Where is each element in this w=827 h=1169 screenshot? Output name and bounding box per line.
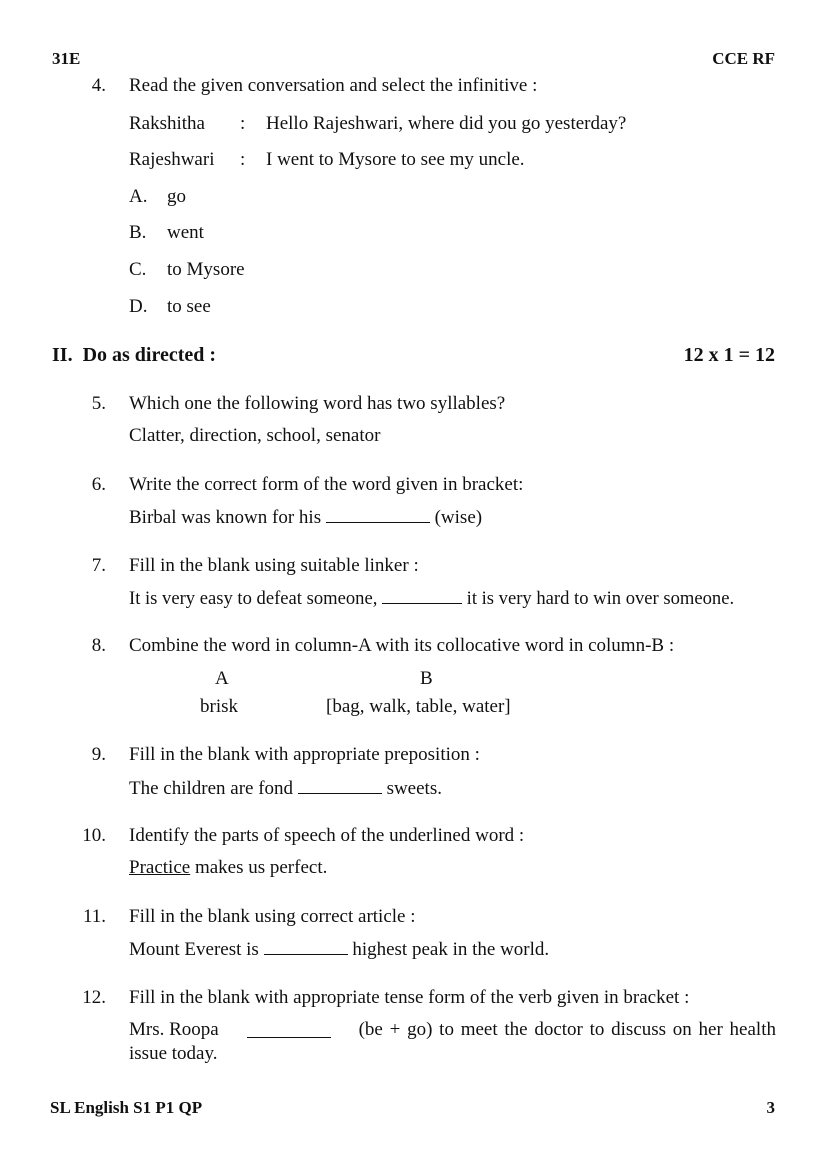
- question-prompt: Read the given conversation and select the infinitive :: [129, 75, 538, 96]
- question-number: 9.: [91, 744, 106, 765]
- header-series: CCE RF: [712, 49, 775, 68]
- section-marks: 12 x 1 = 12: [683, 344, 775, 366]
- question-line: [129, 937, 549, 961]
- section-title: II. Do as directed :: [52, 344, 217, 366]
- question-number: 11.: [82, 906, 106, 927]
- text-before: Mrs. Roopa: [129, 1019, 219, 1040]
- question-prompt: Fill in the blank using correct article :: [129, 906, 416, 927]
- text-after: (be + go) to meet the doctor to discuss on her health: [358, 1019, 776, 1040]
- question-line: [129, 505, 482, 529]
- option-text: went: [167, 222, 204, 243]
- text-before: Mount Everest is: [129, 939, 264, 960]
- dialogue-line: I went to Mysore to see my uncle.: [266, 149, 525, 170]
- question-line: [129, 776, 442, 800]
- option-letter: C.: [129, 259, 147, 280]
- text-before: It is very easy to defeat someone,: [129, 588, 382, 609]
- answer-blank: [326, 505, 430, 523]
- answer-blank: [247, 1018, 331, 1038]
- speaker-colon: :: [240, 149, 246, 170]
- question-prompt: Fill in the blank with appropriate tense form of the verb given in bracket :: [129, 987, 690, 1008]
- column-a-word: brisk: [200, 696, 238, 717]
- text-after: makes us perfect.: [190, 857, 328, 878]
- header-code: 31E: [52, 49, 81, 68]
- question-number: 4.: [91, 75, 106, 96]
- dialogue-line: Hello Rajeshwari, where did you go yesterday?: [266, 113, 627, 134]
- speaker-name: Rakshitha: [129, 113, 205, 134]
- option-text: to see: [167, 296, 211, 317]
- question-line-continued: issue today.: [129, 1043, 218, 1064]
- question-number: 7.: [91, 555, 106, 576]
- option-letter: B.: [129, 222, 147, 243]
- question-number: 8.: [91, 635, 106, 656]
- question-line: [129, 1018, 776, 1042]
- text-after: sweets.: [381, 778, 442, 799]
- option-letter: A.: [129, 186, 148, 207]
- question-number: 6.: [91, 474, 106, 495]
- question-prompt: Combine the word in column-A with its collocative word in column-B :: [129, 635, 675, 656]
- question-prompt: Identify the parts of speech of the underlined word :: [129, 825, 525, 846]
- column-b-words: [bag, walk, table, water]: [326, 696, 511, 717]
- answer-blank: [298, 776, 382, 794]
- underlined-word: Practice: [129, 857, 191, 878]
- text-before: Birbal was known for his: [129, 507, 326, 528]
- question-line: Clatter, direction, school, senator: [129, 425, 381, 446]
- option-letter: D.: [129, 296, 148, 317]
- column-a-header: A: [215, 668, 229, 689]
- option-text: to Mysore: [167, 259, 245, 280]
- column-b-header: B: [420, 668, 433, 689]
- question-prompt: Write the correct form of the word given in bracket:: [129, 474, 524, 495]
- question-line: [129, 856, 327, 880]
- question-prompt: Which one the following word has two syllables?: [129, 393, 506, 414]
- question-prompt: Fill in the blank with appropriate preposition :: [129, 744, 480, 765]
- question-number: 12.: [82, 987, 106, 1008]
- text-after: it is very hard to win over someone.: [462, 588, 735, 609]
- answer-blank: [382, 586, 462, 604]
- text-before: The children are fond: [129, 778, 298, 799]
- question-number: 5.: [91, 393, 106, 414]
- page-number: 3: [766, 1098, 775, 1117]
- question-line: [129, 586, 734, 610]
- text-after: highest peak in the world.: [347, 939, 550, 960]
- footer-paper-code: SL English S1 P1 QP: [50, 1098, 203, 1117]
- question-prompt: Fill in the blank using suitable linker :: [129, 555, 419, 576]
- speaker-name: Rajeshwari: [129, 149, 215, 170]
- text-after: (wise): [429, 507, 483, 528]
- answer-blank: [264, 937, 348, 955]
- question-number: 10.: [82, 825, 106, 846]
- speaker-colon: :: [240, 113, 246, 134]
- option-text: go: [167, 186, 186, 207]
